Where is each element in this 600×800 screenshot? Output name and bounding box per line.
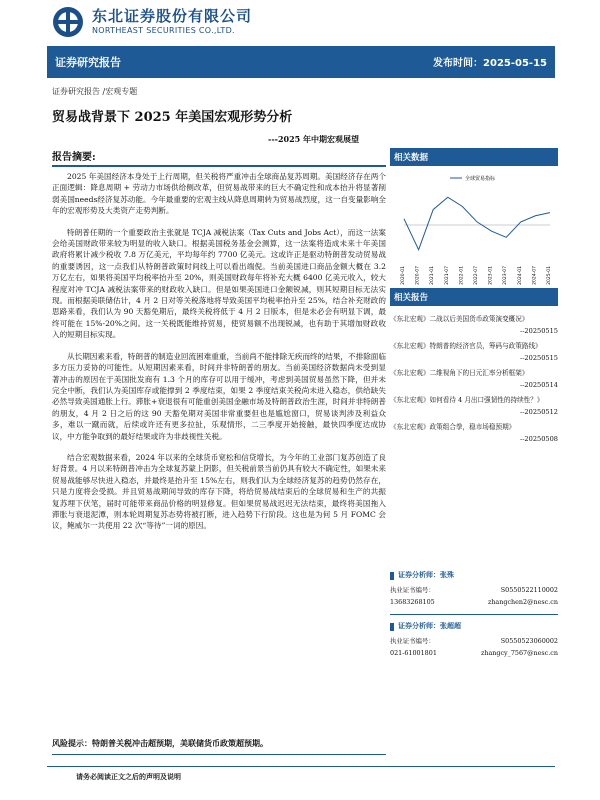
x-tick-label: 2024-07	[532, 266, 538, 285]
company-name-cn: 东北证券股份有限公司	[92, 7, 253, 25]
list-item[interactable]	[390, 395, 558, 416]
license-label: 执业证书编号：	[390, 637, 435, 645]
divider	[390, 614, 558, 615]
x-tick-label: 2024-01	[517, 266, 523, 285]
sidebar	[390, 148, 558, 443]
footer-disclaimer: 请务必阅读正文之后的声明及说明	[76, 772, 181, 781]
list-item[interactable]	[390, 422, 558, 443]
summary-paragraph: 特朗普任期的一个重要政治主张就是 TCJA 减税法案（Tax Cuts and Jobs Act），而这一法案会给美国财政带来较为明显的收入缺口。根据美国税务基金会测算，这一法案将造成未来十年美国政府将累计减少税收 7.8 万亿美元，平均每年约 7700 亿美元。这或许正是驱动特朗普发动贸易战的重要诱因，这一点我们从特朗普政策时间线上可以看出端倪。当前美国进口商品金额大概在 3.2 万亿左右，如果将美国平均税率抬升至 20%，则美国财政每年将补充大概 6400 亿美元收入，较大程度对冲 TCJA 减税法案带来的财政收入缺口。但是如果美国进口金额锐减，则其短期目标无法实现。而根据美联储估计，4 月 2 日对等关税落地将导致美国平均税率抬升至 25%，结合补充财政的思路来看，我们认为 90 天豁免期后，最终关税将低于 4 月 2 日版本，但是未必会有明显下调，最终可能在 15%-20%之间。这一关税既能维持贸易，使贸易额不出现锐减，也有助于其增加财政收入的短期目标实现。	[52, 227, 386, 340]
analyst-section	[390, 570, 558, 659]
analyst-email[interactable]: zhangchen2@nesc.cn	[487, 598, 558, 606]
x-tick-label: 2023-07	[503, 266, 509, 285]
series-line	[404, 197, 550, 249]
doc-type-label: 证券研究报告	[55, 56, 121, 69]
related-reports-list	[390, 314, 558, 443]
analyst-contact-row	[390, 596, 558, 608]
legend-label: 全球贸易指标	[465, 176, 496, 182]
license-number: S0550523060002	[500, 637, 558, 645]
x-tick-label: 2023-01	[488, 266, 494, 285]
divider	[52, 754, 386, 755]
analyst-card	[390, 570, 558, 608]
summary-paragraph: 结合宏观数据来看，2024 年以来的全球货币宽松和信贷增长，为今年的工业部门复苏创造了良好背景。4 月以来特朗普冲击为全球复苏蒙上阴影，但关税前景当前仍具有较大不确定性，如果未来贸易战能够尽快进入稳态，并最终是抬升至 15%左右，则我们认为全球经济复苏的趋势仍然存在，只是力度将会受损。并且贸易战期间导致的库存下降，将给贸易战结束后的全球贸易和生产的共振复苏埋下伏笔，届时可能带来商品价格的明显修复。但如果贸易战迟迟无法结束，最终将美国拖入滞胀与衰退泥潭，则本轮周期复苏态势将被打断，进入趋势下行阶段。这也是为何 5 月 FOMC 会议，鲍威尔一共使用 22 次“等待”一词的原因。	[52, 452, 386, 531]
logo-emblem-icon	[52, 6, 84, 38]
related-data-chart	[390, 170, 558, 288]
analyst-email[interactable]: zhangcy_7567@nesc.cn	[480, 649, 558, 657]
x-tick-label: 2022-07	[474, 266, 479, 285]
analyst-license-row	[390, 635, 558, 647]
report-date: --20250515	[519, 354, 558, 362]
related-reports-heading: 相关报告	[390, 288, 558, 306]
analyst-phone: 13683268105	[390, 598, 435, 606]
breadcrumb: 证券研究报告 /宏观专题	[52, 87, 138, 96]
summary-paragraph: 从长期因素来看，特朗普的制造业回流困难重重，当前尚不能排除无疾而终的结果，不排除面临多方压力妥协的可能性。从短期因素来看，时间并非特朗普的朋友。当前美国经济数据尚未受到显著冲击的原因在于美国批发商有 1.3 个月的库存可以用于缓冲，考虑到美国贸易虽然下降，但并未完全中断，我们认为美国库存或能撑到 2 季度结束，如果 2 季度结束关税尚未进入稳态，供给缺失必然导致美国通胀上行。滞胀+衰退很有可能重创美国金融市场及特朗普政治生涯，时间并非特朗普的朋友，4 月 2 日之后的这 90 天豁免期对美国非常重要但也是尴尬窗口，贸易谈判涉及利益众多，难以一蹴而就，后续或许还有更多拉扯，乐观情形，二三季度开始接触，最快四季度达成协议，中方能争取到的最好结果或许为非歧视性关税。	[52, 351, 386, 441]
report-title[interactable]: 《东北宏观》政策组合拳，稳市场稳预期》	[390, 423, 516, 431]
list-item[interactable]	[390, 368, 558, 389]
report-date: --20250508	[519, 435, 558, 443]
list-item[interactable]	[390, 341, 558, 362]
x-tick-label: 2021-07	[444, 266, 450, 285]
summary-heading: 报告摘要:	[52, 148, 386, 167]
analyst-license-row	[390, 584, 558, 596]
analyst-card	[390, 621, 558, 659]
report-banner	[47, 46, 555, 78]
footer-divider	[47, 766, 555, 767]
summary-section	[52, 148, 386, 542]
x-tick-label: 2021-01	[430, 266, 436, 285]
analyst-name: 证券分析师：张殊	[390, 570, 558, 580]
report-date: --20250514	[519, 381, 558, 389]
page-subtitle: ---2025 年中期宏观展望	[268, 134, 360, 144]
trade-chart-svg	[390, 170, 558, 288]
publish-date: 发布时间：2025-05-15	[433, 58, 547, 69]
analyst-name: 证券分析师：张超超	[390, 621, 558, 631]
page-title: 贸易战背景下 2025 年美国宏观形势分析	[52, 110, 293, 125]
summary-paragraph: 2025 年美国经济本身处于上行周期，但关税将严重冲击全球商品复苏周期。美国经济存在两个正面逻辑：降息周期 + 劳动力市场供给侧改革，但贸易战带来的巨大不确定性和成本抬升将显著削弱美国needs经济复苏动能。今年最重要的宏观主线从降息周期转为贸易战烈度，这一自变量影响全年的宏观形势及大类资产走势判断。	[52, 172, 386, 216]
company-name-en: NORTHEAST SECURITIES CO.,LTD.	[92, 26, 235, 35]
company-logo	[52, 4, 282, 40]
analyst-contact-row	[390, 647, 558, 659]
x-tick-label: 2025-01	[547, 266, 552, 285]
risk-warning: 风险提示：特朗普关税冲击超预期，美联储货币政策超预期。	[52, 738, 268, 748]
x-tick-label: 2022-01	[459, 266, 465, 285]
license-number: S0550522110002	[500, 586, 558, 594]
x-tick-label: 2020-07	[415, 266, 421, 285]
analyst-phone: 021-61001801	[390, 649, 437, 657]
list-item[interactable]	[390, 314, 558, 335]
report-date: --20250512	[519, 408, 558, 416]
report-title[interactable]: 《东北宏观》如何看待 4 月出口强韧性的持续性？》	[390, 396, 544, 404]
report-title[interactable]: 《东北宏观》特朗普的经济官员，筹码与政策路线》	[390, 342, 542, 350]
related-data-heading: 相关数据	[390, 148, 558, 166]
license-label: 执业证书编号：	[390, 586, 435, 594]
report-title[interactable]: 《东北宏观》二战以后美国货币政策演变概况》	[390, 315, 529, 323]
report-date: --20250515	[519, 327, 558, 335]
x-tick-label: 2020-01	[401, 266, 406, 285]
report-title[interactable]: 《东北宏观》二维视角下的日元汇率分析框架》	[390, 369, 529, 377]
